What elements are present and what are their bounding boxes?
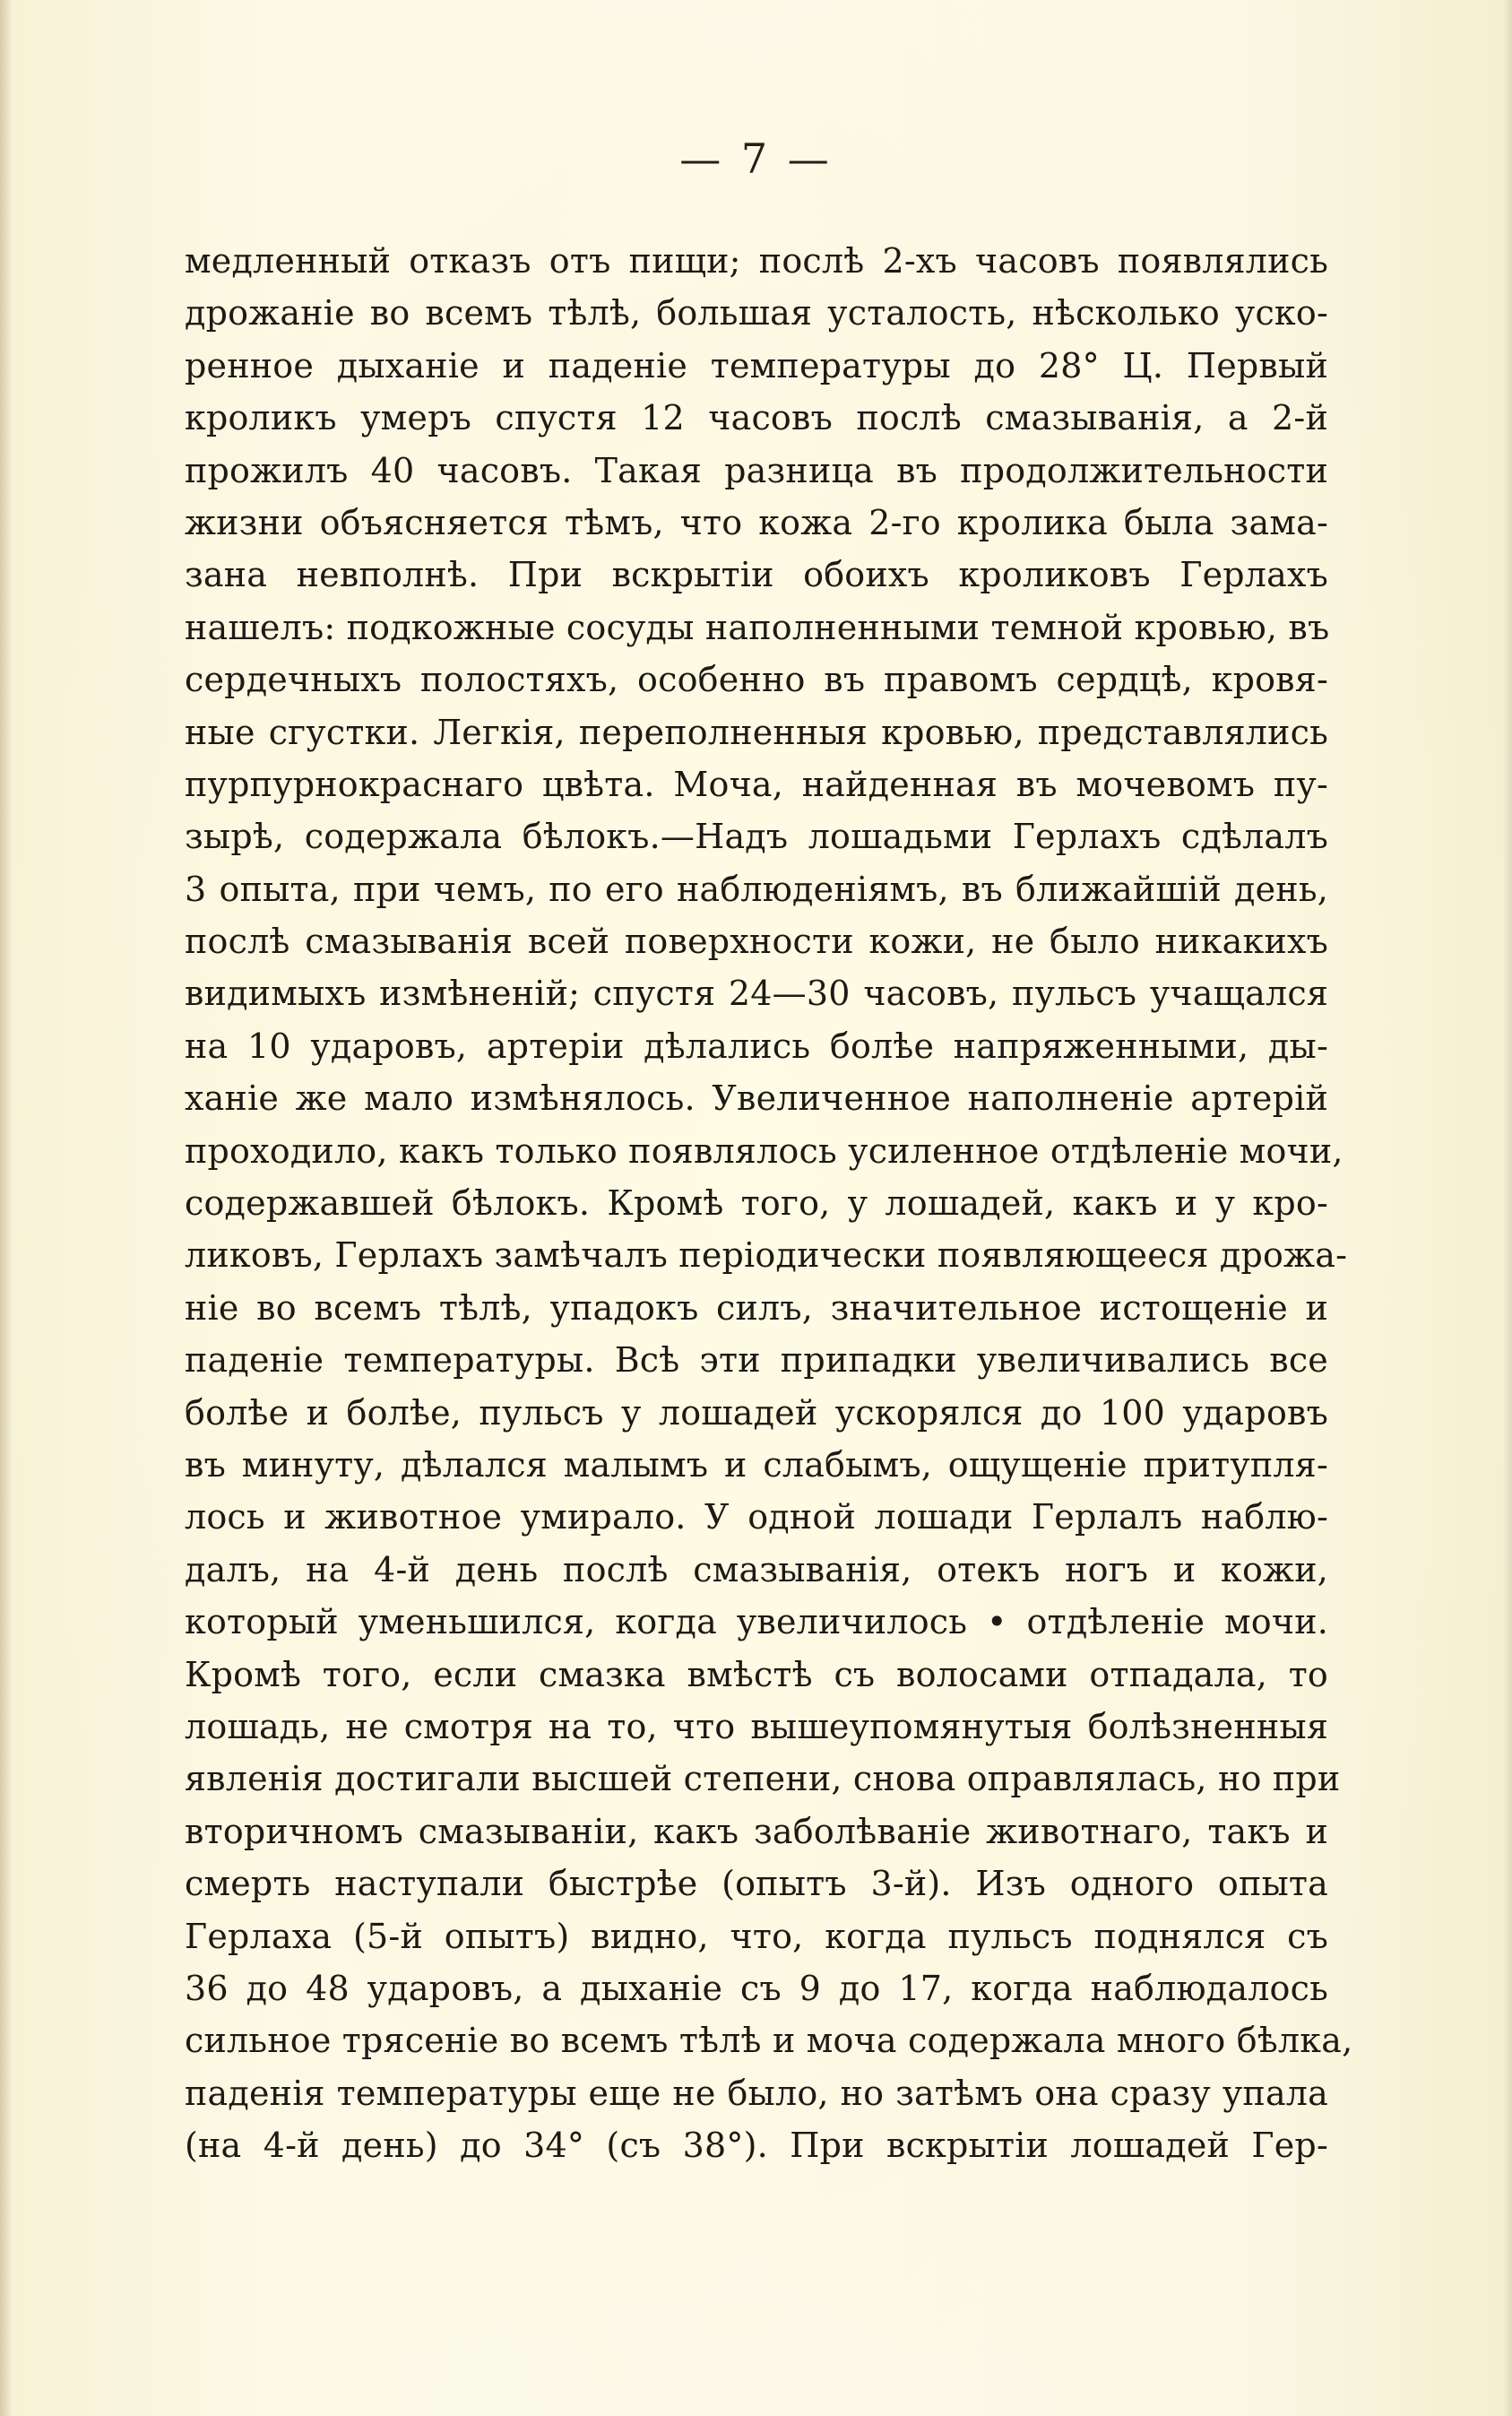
page-edge: [1503, 0, 1512, 2416]
text-line: смерть наступали быстрѣе (опытъ 3-й). Изъ одного опыта: [185, 1864, 1328, 1904]
text-line: сердечныхъ полостяхъ, особенно въ правомъ сердцѣ, кровя-: [185, 660, 1328, 700]
binding-shadow: [0, 0, 13, 2416]
text-line: 36 до 48 ударовъ, а дыханіе съ 9 до 17, когда наблюдалось: [185, 1968, 1328, 2008]
text-line: ніе во всемъ тѣлѣ, упадокъ силъ, значительное истощеніе и: [185, 1287, 1328, 1328]
text-line: прожилъ 40 часовъ. Такая разница въ продолжительности: [185, 450, 1328, 490]
text-line: кроликъ умеръ спустя 12 часовъ послѣ смазыванія, а 2-й: [185, 398, 1328, 438]
text-line: ные сгустки. Легкія, переполненныя кровью, представлялись: [185, 712, 1328, 752]
text-line: содержавшей бѣлокъ. Кромѣ того, у лошадей, какъ и у кро-: [185, 1183, 1328, 1224]
text-line: проходило, какъ только появлялось усиленное отдѣленіе мочи,: [185, 1130, 1344, 1171]
text-line: послѣ смазыванія всей поверхности кожи, не было никакихъ: [185, 922, 1328, 962]
text-line: зана невполнѣ. При вскрытіи обоихъ кроликовъ Герлахъ: [185, 555, 1328, 595]
text-line: ханіе же мало измѣнялось. Увеличенное наполненіе артерій: [185, 1078, 1328, 1119]
text-line: лось и животное умирало. У одной лошади Герлалъ наблю-: [185, 1497, 1328, 1537]
text-line: сильное трясеніе во всемъ тѣлѣ и моча содержала много бѣлка,: [185, 2021, 1353, 2061]
text-line: явленія достигали высшей степени, снова оправлялась, но при: [185, 1759, 1341, 1799]
text-line: Кромѣ того, если смазка вмѣстѣ съ волосами отпадала, то: [185, 1654, 1328, 1694]
text-line: нашелъ: подкожные сосуды наполненными темной кровью, въ: [185, 607, 1330, 647]
page-number-header: — 7 —: [679, 134, 833, 183]
text-line: вторичномъ смазываніи, какъ заболѣваніе животнаго, такъ и: [185, 1811, 1328, 1851]
text-line: паденіе температуры. Всѣ эти припадки увеличивались все: [185, 1340, 1328, 1381]
text-line: дрожаніе во всемъ тѣлѣ, большая усталость, нѣсколько уско-: [185, 293, 1328, 333]
text-line: 3 опыта, при чемъ, по его наблюденіямъ, въ ближайшій день,: [185, 869, 1328, 909]
text-line: болѣе и болѣе, пульсъ у лошадей ускорялся до 100 ударовъ: [185, 1392, 1328, 1433]
text-line: ликовъ, Герлахъ замѣчалъ періодически появляющееся дрожа-: [185, 1235, 1348, 1276]
text-line: пурпурнокраснаго цвѣта. Моча, найденная въ мочевомъ пу-: [185, 764, 1328, 804]
text-line: жизни объясняется тѣмъ, что кожа 2-го кролика была зама-: [185, 502, 1328, 542]
text-line: медленный отказъ отъ пищи; послѣ 2-хъ часовъ появлялись: [185, 241, 1328, 281]
text-line: который уменьшился, когда увеличилось • отдѣленіе мочи.: [185, 1602, 1328, 1642]
text-line: видимыхъ измѣненій; спустя 24—30 часовъ, пульсъ учащался: [185, 974, 1328, 1014]
text-line: ренное дыханіе и паденіе температуры до 28° Ц. Первый: [185, 345, 1328, 385]
text-line: лошадь, не смотря на то, что вышеупомянутыя болѣзненныя: [185, 1706, 1328, 1746]
text-line: далъ, на 4-й день послѣ смазыванія, отекъ ногъ и кожи,: [185, 1549, 1328, 1589]
text-line: зырѣ, содержала бѣлокъ.—Надъ лошадьми Герлахъ сдѣлалъ: [185, 817, 1328, 857]
text-line: Герлаха (5-й опытъ) видно, что, когда пульсъ поднялся съ: [185, 1916, 1328, 1956]
text-line: на 10 ударовъ, артеріи дѣлались болѣе напряженными, ды-: [185, 1026, 1328, 1066]
text-line: паденія температуры еще не было, но затѣмъ она сразу упала: [185, 2073, 1328, 2113]
body-text: [185, 235, 1353, 2171]
text-line: въ минуту, дѣлался малымъ и слабымъ, ощущеніе притупля-: [185, 1444, 1328, 1485]
text-line: (на 4-й день) до 34° (съ 38°). При вскрытіи лошадей Гер-: [185, 2126, 1328, 2166]
